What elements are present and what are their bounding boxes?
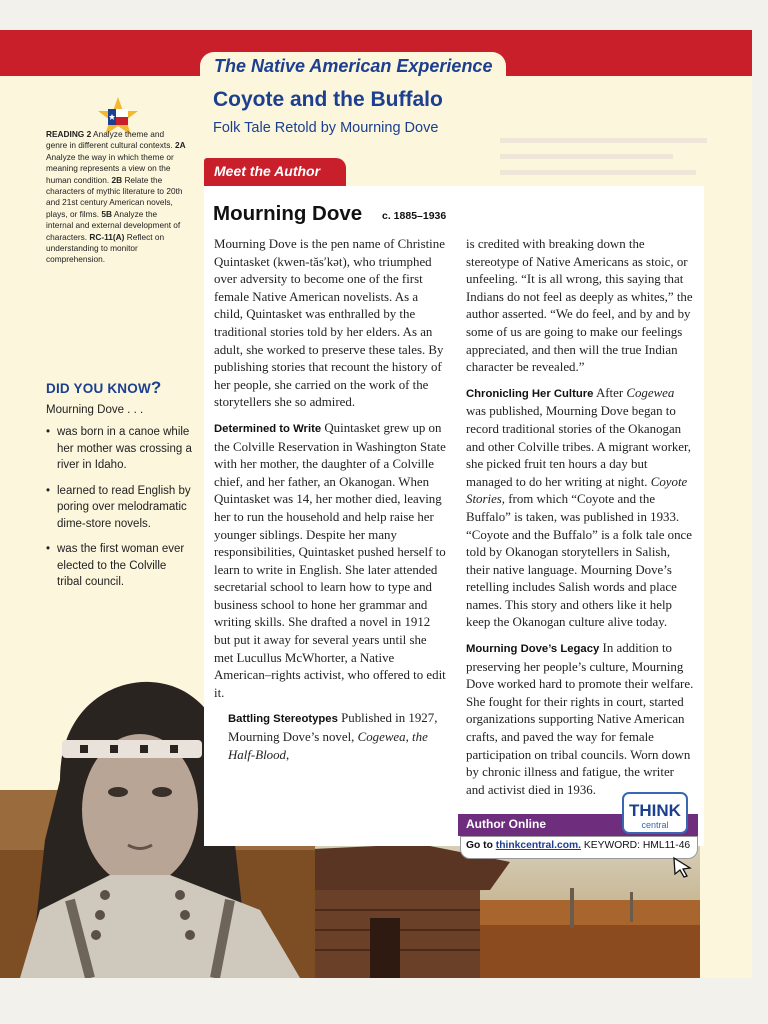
keyword-text: KEYWORD: HML11-46 <box>583 840 691 851</box>
section-text: Published in 1927, Mourning Dove’s novel, <box>228 711 438 745</box>
did-you-know-heading <box>46 378 162 398</box>
standard-code: RC-11(A) <box>89 231 125 242</box>
meet-author-label: Meet the Author <box>214 163 321 179</box>
standard-code: 2B <box>111 174 123 185</box>
standard-text: Reflect on understanding to monitor comprehension. <box>46 231 165 265</box>
biography-column-left <box>214 236 446 764</box>
selection-subtitle: Folk Tale Retold by Mourning Dove <box>213 120 439 136</box>
biography-column-right <box>466 236 694 799</box>
section-heading: Battling Stereotypes <box>228 713 338 726</box>
goto-line <box>466 840 690 851</box>
list-item: • was the first woman ever elected to the Colville tribal council. <box>44 541 194 591</box>
section-text: from which “Coyote and the Buffalo” is taken, was published in 1933. “Coyote and the Buffalo” is a folk tale once told by Okanogan storytellers in Salish, their native language. Mourning Dove’s retelling includes Salish words and place names. This story and others like it help keep the Okanogan culture alive today. <box>466 492 692 630</box>
standard-code: READING 2 <box>46 129 92 139</box>
standard-code: 5B <box>101 208 112 219</box>
selection-title: Coyote and the Buffalo <box>213 88 443 111</box>
list-item: • learned to read English by poring over melodramatic dime-store novels. <box>44 483 194 533</box>
did-you-know-intro: Mourning Dove . . . <box>46 404 144 416</box>
show-through-text <box>500 138 730 188</box>
series-title: The Native American Experience <box>214 56 493 76</box>
intro-paragraph: Mourning Dove is the pen name of Christine Quintasket (kwen-tăs′kət), who triumphed over adversity to become one of the first female Native American novelists. As a child, Quintasket was enthralled by the traditional stories told by her elders. As an adult, she worked to preserve these tales. By publishing stories that recount the history of her people, she carried on the work of the storytellers she so admired. <box>214 237 445 410</box>
author-name: Mourning Dove <box>213 202 363 225</box>
standard-text: Relate the characters of mythic literature to 20th and 21st century American novels, plays, or films. <box>46 174 183 219</box>
section-legacy <box>466 640 694 799</box>
list-item: • was born in a canoe while her mother was crossing a river in Idaho. <box>44 424 194 474</box>
did-you-know-label: DID YOU KNOW <box>46 381 151 396</box>
section-text: was published, Mourning Dove began to record traditional stories of the Okanogan and other Colville tribes. A migrant worker, she picked fruit ten hours a day but managed to do her writing at night. <box>466 404 692 489</box>
section-text: In addition to preserving her people’s culture, Mourning Dove worked hard to promote their welfare. She fought for their rights in court, started organizations supporting Native American crafts, and paved the way for female participation on tribal councils. Worn down by chronic illness and fatigue, the writer and activist died in 1936. <box>466 641 694 797</box>
teks-standards <box>46 129 186 266</box>
question-mark: ? <box>150 378 162 397</box>
section-determined <box>214 420 446 703</box>
author-dates: c. 1885–1936 <box>382 210 447 222</box>
logo-central: central <box>641 820 669 830</box>
goto-prefix: Go to <box>466 840 493 851</box>
standard-text: Analyze the way in which theme or meaning represents a view on the human condition. <box>46 151 174 185</box>
section-stereotypes-cont: is credited with breaking down the stereotype of Native Americans as stoic, or unfeeling. “It is all wrong, this saying that Indians do not feel as deeply as whites,” the author asserted. “We do feel, and by and by some of us are going to make our feelings appreciated, and then will the true Indian character be revealed.” <box>466 237 693 375</box>
section-heading: Chronicling Her Culture <box>466 387 594 400</box>
section-culture <box>466 385 694 632</box>
standard-text: Analyze the internal and external development of characters. <box>46 208 181 242</box>
standard-code: 2A <box>175 140 186 151</box>
section-stereotypes-start <box>214 710 446 764</box>
novel-title: Cogewea, the Half-Blood, <box>228 730 428 762</box>
section-heading: Mourning Dove’s Legacy <box>466 643 600 656</box>
book-title: Coyote Stories, <box>466 474 688 507</box>
think-central-logo <box>622 792 688 834</box>
logo-think: THINK <box>629 801 681 820</box>
thinkcentral-link[interactable]: thinkcentral.com. <box>495 840 582 851</box>
textbook-page <box>0 30 752 978</box>
cursor-icon <box>672 856 694 878</box>
section-text: Quintasket grew up on the Colville Reservation in Washington State with her mother, the daughter of a Colville chief, and her father, an Okanogan. When Quintasket was 14, her mother died, leaving her to run the household and help raise her younger siblings. Despite her many responsibilities, Quintasket pushed herself to learn to write in English. She later attended secretarial school to learn how to type and business school to hone her grammar and writing skills. She drafted a novel in 1912 but put it away for several years until she met Lucullus McWhorter, a Native American–rights activist, who offered to edit it. <box>214 420 446 700</box>
standard-text: Analyze theme and genre in different cultural contexts. <box>46 129 173 151</box>
section-heading: Determined to Write <box>214 422 322 435</box>
did-you-know-list <box>44 424 194 600</box>
novel-title: Cogewea <box>626 385 675 400</box>
author-online-label: Author Online <box>466 817 546 831</box>
section-text: After <box>595 385 624 400</box>
